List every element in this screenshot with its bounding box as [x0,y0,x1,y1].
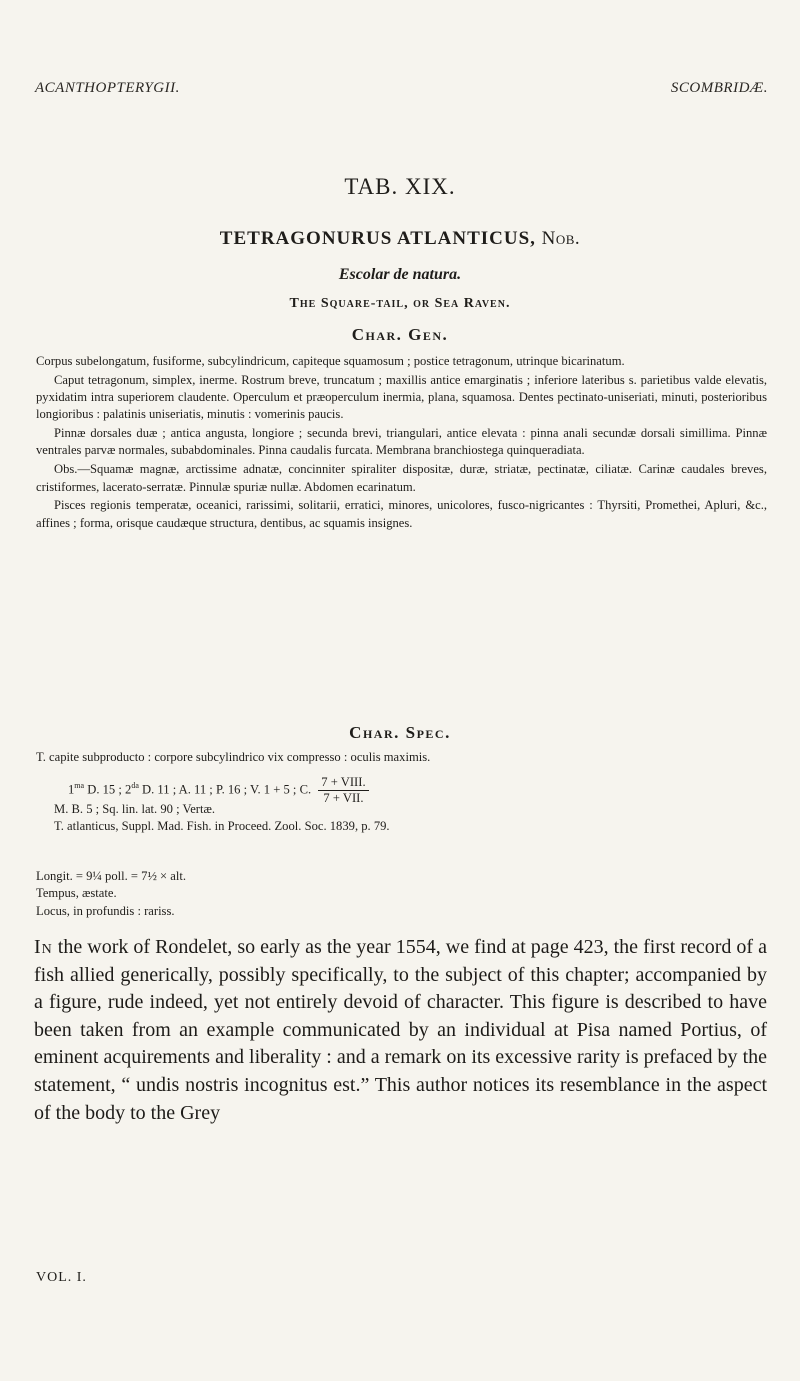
header-family: SCOMBRIDÆ. [670,80,768,96]
branchiostegal-line: M. B. 5 ; Sq. lin. lat. 90 ; Vertæ. [54,802,216,816]
species-name: TETRAGONURUS ATLANTICUS, [219,228,536,249]
gen-paragraph-corpus: Corpus subelongatum, fusiforme, subcylindricum, capiteque squamosum ; postice tetragonum, utrinque bicarinatum. [36,354,625,368]
spanish-name: Escolar de natura. [338,266,462,283]
citation-line: T. atlanticus, Suppl. Mad. Fish. in Proceed. Zool. Soc. 1839, p. 79. [54,819,390,833]
header-order: ACANTHOPTERYGII. [35,80,180,96]
caudal-fraction [318,775,368,806]
locus-line: Locus, in profundis : rariss. [36,903,175,918]
fin-formula: $1^{ma}$ D. 15 ; $2^{da}$ D. 11 ; A. 11 ; P. 16 ; V. 1 + 5 ; C. $\frac{\text{7 + VIII.}}{\text{7 + VII.}}$ [68,775,369,806]
gen-paragraph-pinnae: Pinnæ dorsales duæ ; antica angusta, longiore ; secunda brevi, triangulari, antice elevata : pinna anali secundæ dorsali simillima. Pinnæ ventrales parvæ normales, subabdominales. Pinna caudalis furcata. Membrana branchiostega quinqueradiata. [36,426,767,458]
caudal-numerator: 7 + VIII. [318,775,368,791]
paragraph-lead: In [34,936,53,958]
tempus-line: Tempus, æstate. [36,886,117,901]
english-name: The Square-tail, or Sea Raven. [289,296,511,311]
spec-diagnosis: T. capite subproducto : corpore subcylindrico vix compresso : oculis maximis. [36,750,431,764]
gen-paragraph-obs: Obs.—Squamæ magnæ, arctissime adnatæ, concinniter spiraliter dispositæ, duræ, striatæ, pectinatæ, ciliatæ. Carinæ caudales breves, cristiformes, lacerato-serratæ. Pinnulæ spuriæ nullæ. Abdomen ecarinatum. [36,462,767,494]
species-title [0,228,800,250]
generic-characters [36,353,767,533]
species-author: Nob. [541,228,581,249]
plate-number: TAB. XIX. [344,174,456,199]
volume-signature: VOL. I. [36,1270,87,1285]
char-gen-heading: Char. Gen. [351,325,449,344]
longitude-line: Longit. = 9¼ poll. = 7½ × alt. [36,869,187,883]
measurements [36,868,186,920]
running-header [35,80,768,102]
paragraph-text: the work of Rondelet, so early as the year 1554, we find at page 423, the first record of a fish allied generically, possibly specifically, to the subject of this chapter; accompanied by a figure, rude indeed, yet not entirely devoid of character. This figure is described to have been taken from an example communicated by an individual at Pisa named Portius, of eminent acquirements and liberality : and a remark on its excessive rarity is prefaced by the statement, “ undis nostris incognitus est.” This author notices its resemblance in the aspect of the body to the Grey [34,936,767,1124]
gen-paragraph-caput: Caput tetragonum, simplex, inerme. Rostrum breve, truncatum ; maxillis antice emarginatis ; inferiore lateribus s. parietibus valde elevatis, pyxidatim intra superiorem claudente. Operculum et præoperculum inermia, plana, squamosa. Dentes pectinato-uniseriati, minuti, posterioribus longioribus : palatinis uniseriatis, minutis : vomerinis paucis. [36,372,767,422]
gen-paragraph-pisces: Pisces regionis temperatæ, oceanici, rarissimi, solitarii, erratici, minores, unicolores, fusco-nigricantes : Thyrsiti, Promethei, Apluri, &c., affines ; forma, orisque caudæque structura, dentibus, ac squamis insignes. [36,498,767,530]
char-spec-heading: Char. Spec. [349,723,451,742]
main-paragraph [34,934,767,1127]
caudal-denominator: 7 + VII. [323,791,364,805]
